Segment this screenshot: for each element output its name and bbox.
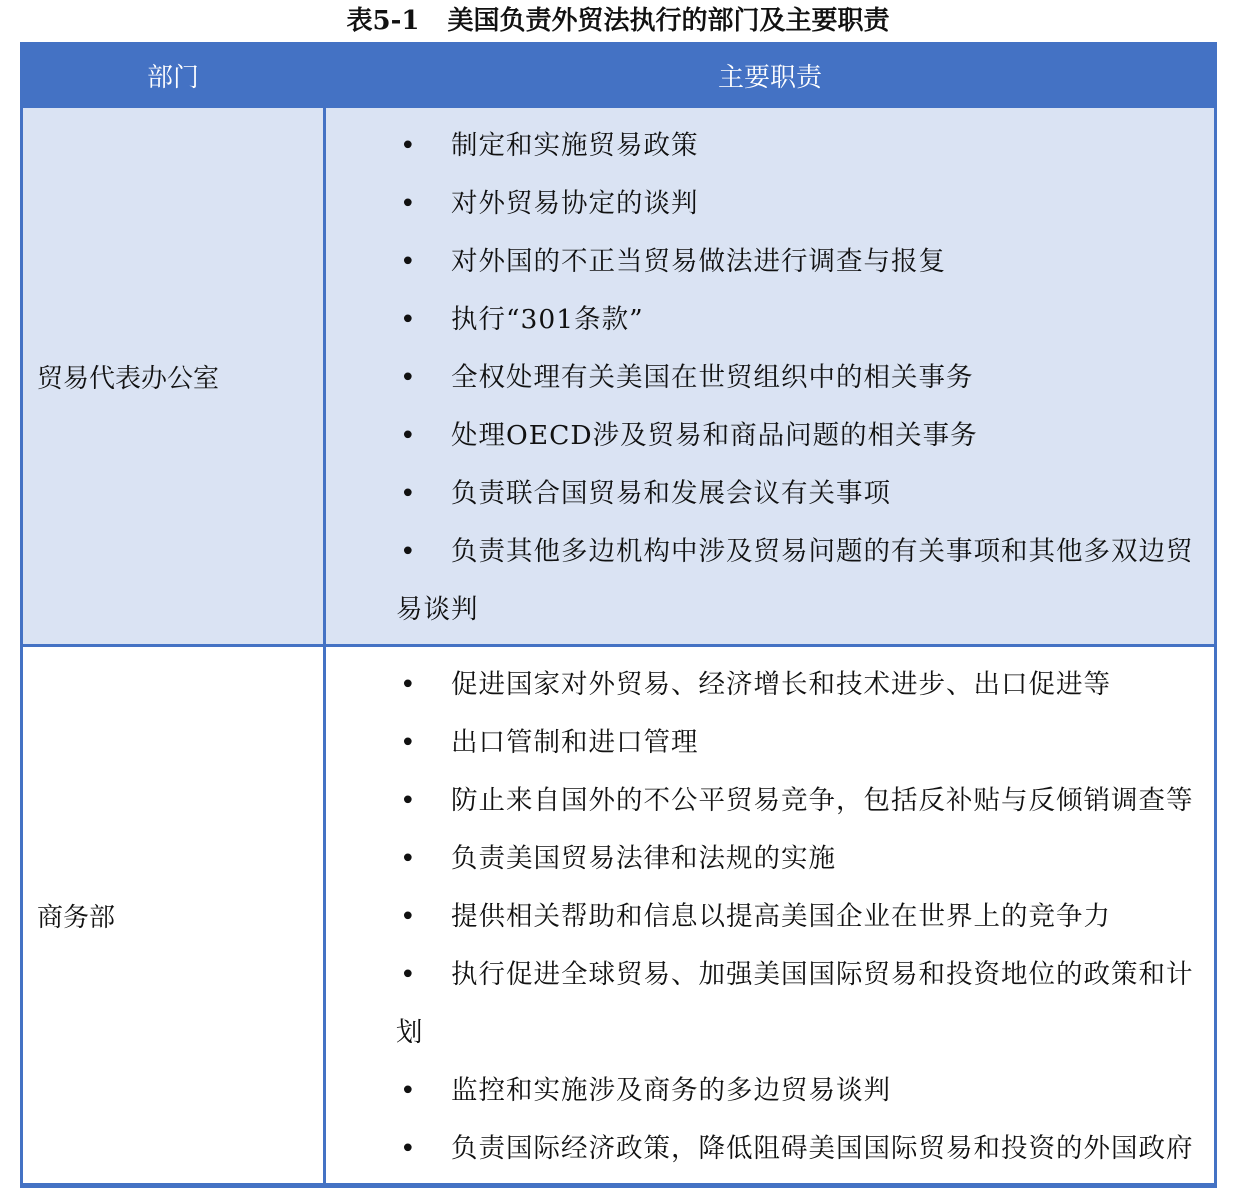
duties-cell [325, 646, 1216, 1186]
list-item [396, 1120, 1204, 1178]
list-item-text: 促进国家对外贸易、经济增长和技术进步、出口促进等 [451, 669, 1111, 700]
list-item-text: 对外国的不正当贸易做法进行调查与报复 [451, 246, 946, 277]
bullet-icon: • [400, 362, 417, 393]
bullet-icon: • [400, 130, 417, 161]
list-item-text: 负责美国贸易法律和法规的实施 [451, 843, 836, 874]
header-row [22, 44, 1216, 107]
list-item [396, 291, 1204, 349]
bullet-icon: • [400, 188, 417, 219]
dept-cell: 商务部 [22, 646, 325, 1186]
list-item [396, 349, 1204, 407]
bullet-icon: • [400, 727, 417, 758]
list-item-text: 执行促进全球贸易、加强美国国际贸易和投资地位的政策和计划 [396, 959, 1194, 1048]
bullet-icon: • [400, 420, 417, 451]
list-item-text: 全权处理有关美国在世贸组织中的相关事务 [451, 362, 974, 393]
bullet-icon: • [400, 901, 417, 932]
list-item [396, 714, 1204, 772]
bullet-icon: • [400, 785, 417, 816]
bullet-icon: • [400, 536, 417, 567]
list-item-text: 执行“301条款” [451, 304, 644, 335]
list-item-text: 出口管制和进口管理 [451, 727, 699, 758]
list-item [396, 1062, 1204, 1120]
list-item [396, 117, 1204, 175]
list-item [396, 888, 1204, 946]
list-item [396, 233, 1204, 291]
table-caption [0, 2, 1236, 40]
bullet-icon: • [400, 1075, 417, 1106]
list-item [396, 465, 1204, 523]
list-item-text: 对外贸易协定的谈判 [451, 188, 699, 219]
table-row [22, 107, 1216, 646]
header-duties: 主要职责 [325, 44, 1216, 107]
header-dept: 部门 [22, 44, 325, 107]
dept-cell: 贸易代表办公室 [22, 107, 325, 646]
list-item-text: 负责联合国贸易和发展会议有关事项 [451, 478, 891, 509]
list-item-text: 制定和实施贸易政策 [451, 130, 699, 161]
responsibilities-table [20, 42, 1217, 1188]
list-item [396, 656, 1204, 714]
list-item [396, 772, 1204, 830]
list-item-text: 提供相关帮助和信息以提高美国企业在世界上的竞争力 [451, 901, 1111, 932]
list-item [396, 175, 1204, 233]
list-item [396, 407, 1204, 465]
duties-cell [325, 107, 1216, 646]
bullet-icon: • [400, 959, 417, 990]
list-item-text: 负责国际经济政策，降低阻碍美国国际贸易和投资的外国政府 [451, 1133, 1194, 1164]
list-item [396, 830, 1204, 888]
table-number: 表5-1 [346, 6, 420, 36]
bullet-icon: • [400, 669, 417, 700]
table-title: 美国负责外贸法执行的部门及主要职责 [447, 6, 890, 36]
list-item-text: 处理OECD涉及贸易和商品问题的相关事务 [451, 420, 978, 451]
table-row [22, 646, 1216, 1186]
bullet-icon: • [400, 478, 417, 509]
list-item-text: 防止来自国外的不公平贸易竞争，包括反补贴与反倾销调查等 [451, 785, 1194, 816]
bullet-icon: • [400, 246, 417, 277]
list-item-text: 监控和实施涉及商务的多边贸易谈判 [451, 1075, 891, 1106]
bullet-icon: • [400, 304, 417, 335]
list-item-text: 负责其他多边机构中涉及贸易问题的有关事项和其他多双边贸易谈判 [396, 536, 1194, 625]
list-item [396, 946, 1204, 1062]
list-item [396, 523, 1204, 639]
bullet-icon: • [400, 843, 417, 874]
bullet-icon: • [400, 1133, 417, 1164]
